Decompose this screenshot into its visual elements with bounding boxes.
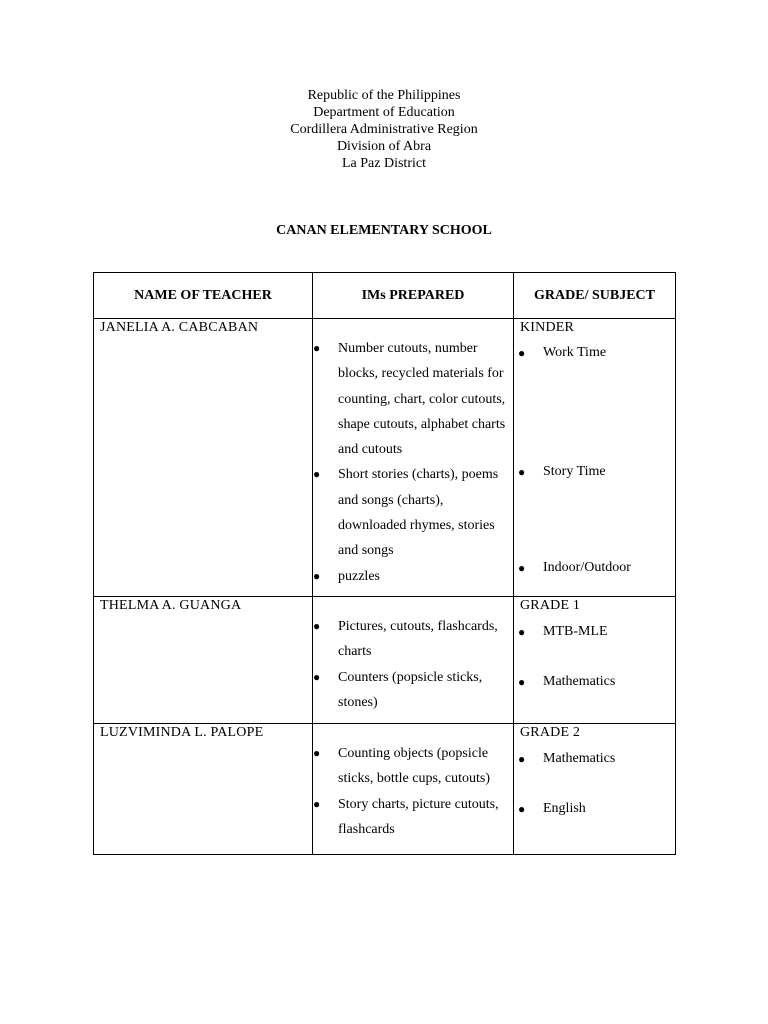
ims-list	[313, 319, 513, 595]
teacher-cell	[94, 319, 313, 597]
bullet-icon: ●	[518, 465, 526, 479]
teacher-name: LUZVIMINDA L. PALOPE	[100, 725, 264, 740]
letterhead-republic: Republic of the Philippines	[307, 88, 461, 103]
ims-cell	[313, 724, 514, 855]
grade-label: KINDER	[520, 320, 575, 335]
ims-list	[313, 724, 513, 848]
bullet-icon: ●	[518, 752, 526, 766]
table-row	[94, 597, 676, 724]
column-header-teacher: NAME OF TEACHER	[94, 273, 313, 319]
teacher-name: JANELIA A. CABCABAN	[100, 320, 259, 335]
subject-text: Mathematics	[543, 751, 616, 766]
grade-cell	[514, 724, 676, 855]
ims-text: Pictures, cutouts, flashcards, charts	[338, 619, 498, 660]
subject-list	[514, 749, 675, 819]
bullet-icon: ●	[518, 675, 526, 689]
grade-cell	[514, 597, 676, 724]
list-item	[514, 462, 675, 482]
bullet-icon: ●	[313, 619, 321, 633]
ims-text: puzzles	[338, 568, 380, 584]
ims-list	[313, 597, 513, 721]
letterhead	[0, 87, 768, 172]
subject-text: Mathematics	[543, 674, 616, 689]
letterhead-division: Division of Abra	[336, 139, 432, 154]
column-header-grade: GRADE/ SUBJECT	[514, 273, 676, 319]
teacher-name: THELMA A. GUANGA	[100, 598, 242, 613]
ims-text: Counters (popsicle sticks, stones)	[338, 669, 483, 710]
ims-text: Story charts, picture cutouts, flashcards	[338, 796, 499, 837]
ims-text: Number cutouts, number blocks, recycled materials for counting, chart, color cutouts, shape cutouts, alphabet charts and cutouts	[338, 341, 506, 458]
bullet-icon: ●	[313, 341, 321, 355]
list-item	[514, 622, 675, 642]
subject-list	[514, 343, 675, 578]
bullet-icon: ●	[518, 625, 526, 639]
list-item	[313, 462, 513, 563]
school-title: CANAN ELEMENTARY SCHOOL	[276, 223, 492, 238]
subject-text: Story Time	[543, 464, 606, 479]
list-item	[313, 564, 513, 589]
ims-cell	[313, 597, 514, 724]
list-item	[313, 336, 513, 462]
bullet-icon: ●	[313, 467, 321, 482]
grade-label: GRADE 2	[520, 725, 581, 740]
letterhead-department: Department of Education	[313, 105, 455, 120]
bullet-icon: ●	[518, 802, 526, 816]
column-header-ims: IMs PREPARED	[313, 273, 514, 319]
ims-text: Counting objects (popsicle sticks, bottle cups, cutouts)	[338, 746, 491, 787]
list-item	[313, 741, 513, 792]
bullet-icon: ●	[313, 669, 321, 684]
letterhead-region: Cordillera Administrative Region	[290, 122, 478, 137]
bullet-icon: ●	[313, 568, 321, 583]
ims-table	[93, 272, 676, 855]
grade-label: GRADE 1	[520, 598, 581, 613]
bullet-icon: ●	[313, 746, 321, 760]
grade-cell	[514, 319, 676, 597]
subject-text: English	[543, 801, 586, 816]
subject-text: MTB-MLE	[543, 624, 608, 639]
list-item	[514, 799, 675, 819]
ims-text: Short stories (charts), poems and songs (charts), downloaded rhymes, stories and songs	[338, 467, 499, 559]
table-row	[94, 724, 676, 855]
teacher-cell	[94, 724, 313, 855]
ims-cell	[313, 319, 514, 597]
letterhead-district: La Paz District	[342, 156, 426, 171]
list-item	[514, 558, 675, 578]
list-item	[313, 792, 513, 843]
list-item	[514, 672, 675, 692]
table-row	[94, 319, 676, 597]
bullet-icon: ●	[518, 346, 526, 360]
subject-text: Work Time	[543, 345, 607, 360]
teacher-cell	[94, 597, 313, 724]
bullet-icon: ●	[313, 796, 321, 811]
table-header-row	[94, 273, 676, 319]
bullet-icon: ●	[518, 561, 526, 575]
list-item	[514, 343, 675, 363]
list-item	[313, 665, 513, 716]
list-item	[313, 614, 513, 665]
list-item	[514, 749, 675, 769]
subject-text: Indoor/Outdoor	[543, 560, 631, 575]
subject-list	[514, 622, 675, 692]
